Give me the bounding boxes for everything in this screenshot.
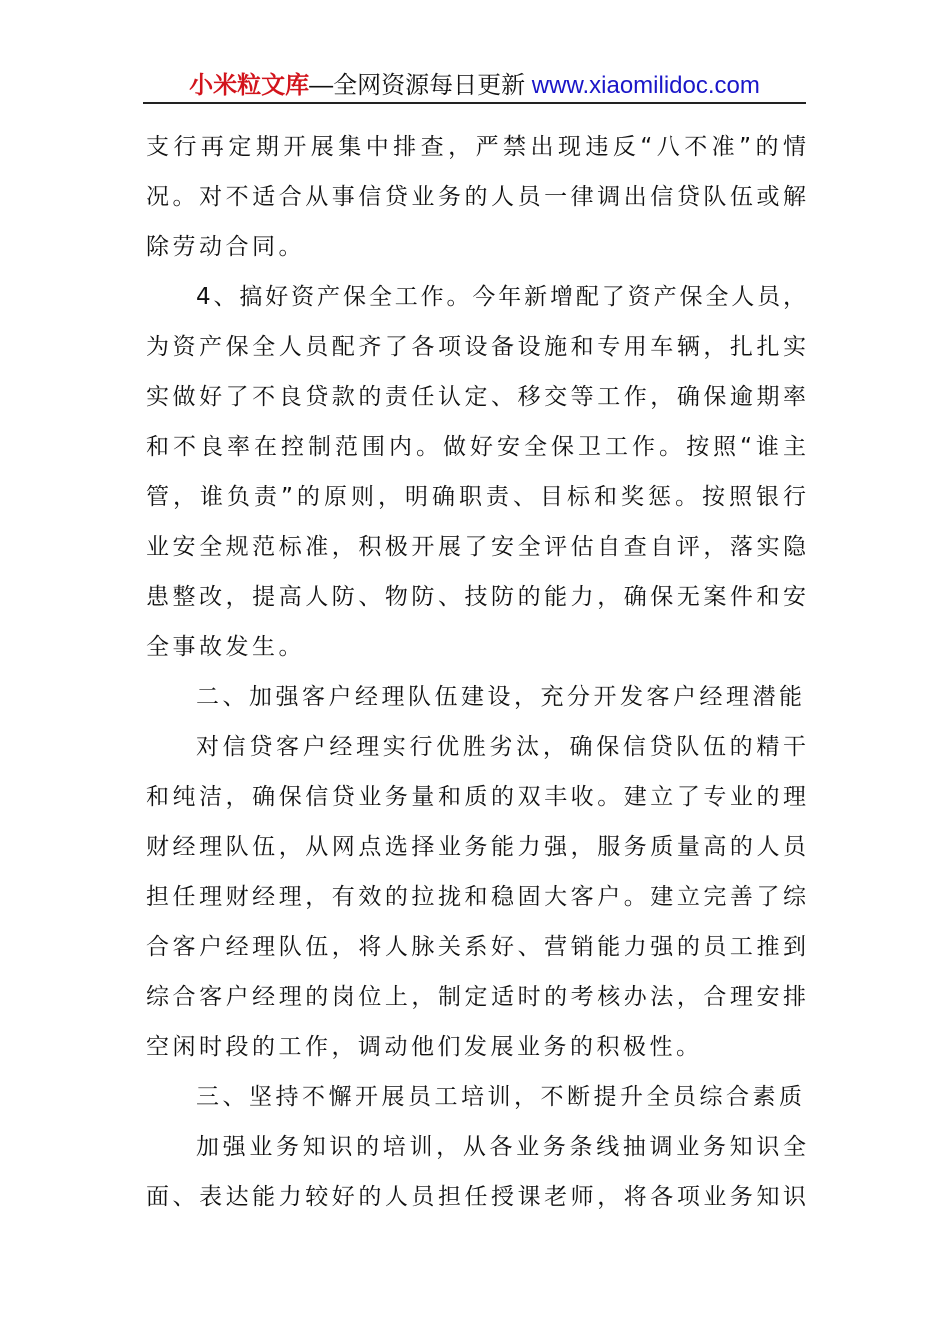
text-line: 除劳动合同。 bbox=[146, 234, 305, 260]
text-line: 管，谁负责”的原则，明确职责、目标和奖惩。按照银行 bbox=[146, 484, 806, 510]
site-brand: 小米粒文库 bbox=[189, 72, 310, 99]
text-line: 全事故发生。 bbox=[146, 634, 305, 660]
text-line: 况。对不适合从事信贷业务的人员一律调出信贷队伍或解 bbox=[146, 184, 806, 210]
paragraph-start-line: 加强业务知识的培训，从各业务条线抽调业务知识全 bbox=[196, 1134, 806, 1160]
text-line: 患整改，提高人防、物防、技防的能力，确保无案件和安 bbox=[146, 584, 806, 610]
text-line: 担任理财经理，有效的拉拢和稳固大客户。建立完善了综 bbox=[146, 884, 806, 910]
text-line: 和不良率在控制范围内。做好安全保卫工作。按照“谁主 bbox=[146, 434, 806, 460]
section-heading: 二、加强客户经理队伍建设，充分开发客户经理潜能 bbox=[196, 684, 806, 710]
site-tagline: —全网资源每日更新 bbox=[309, 72, 526, 99]
document-header bbox=[143, 70, 806, 102]
section-heading: 三、坚持不懈开展员工培训，不断提升全员综合素质 bbox=[196, 1084, 806, 1110]
paragraph-start-line: 对信贷客户经理实行优胜劣汰，确保信贷队伍的精干 bbox=[196, 734, 806, 760]
text-line: 支行再定期开展集中排查，严禁出现违反“八不准”的情 bbox=[146, 134, 806, 160]
text-line: 业安全规范标准，积极开展了安全评估自查自评，落实隐 bbox=[146, 534, 806, 560]
text-line: 面、表达能力较好的人员担任授课老师，将各项业务知识 bbox=[146, 1184, 806, 1210]
text-line: 财经理队伍，从网点选择业务能力强，服务质量高的人员 bbox=[146, 834, 806, 860]
text-line: 和纯洁，确保信贷业务量和质的双丰收。建立了专业的理 bbox=[146, 784, 806, 810]
text-line: 空闲时段的工作，调动他们发展业务的积极性。 bbox=[146, 1034, 703, 1060]
document-body bbox=[146, 122, 806, 1222]
site-url-link[interactable]: www.xiaomilidoc.com bbox=[531, 72, 760, 99]
text-line: 合客户经理队伍，将人脉关系好、营销能力强的员工推到 bbox=[146, 934, 806, 960]
header-divider bbox=[143, 102, 806, 104]
text-line: 为资产保全人员配齐了各项设备设施和专用车辆，扎扎实 bbox=[146, 334, 806, 360]
paragraph-start-line: 4、搞好资产保全工作。今年新增配了资产保全人员， bbox=[196, 284, 806, 310]
text-line: 实做好了不良贷款的责任认定、移交等工作，确保逾期率 bbox=[146, 384, 806, 410]
text-line: 综合客户经理的岗位上，制定适时的考核办法，合理安排 bbox=[146, 984, 806, 1010]
